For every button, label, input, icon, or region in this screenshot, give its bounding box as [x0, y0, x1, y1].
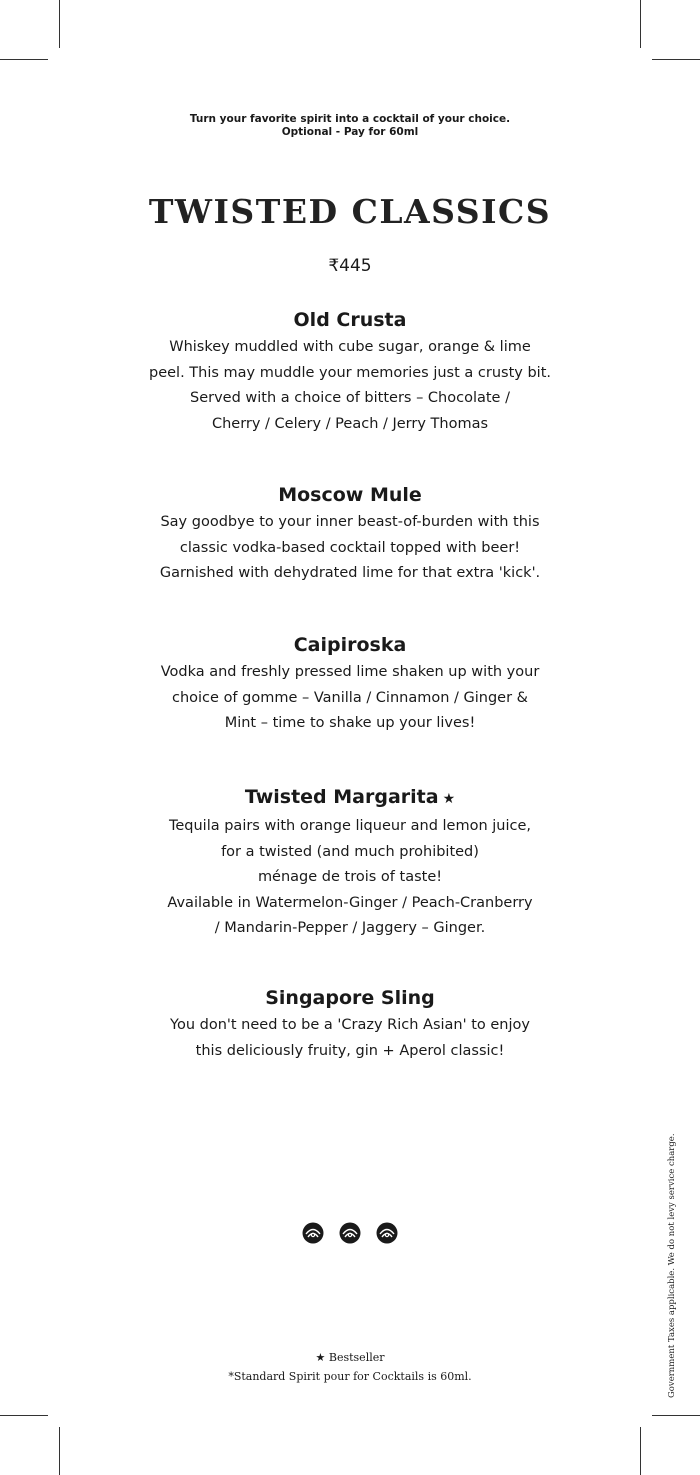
description-line: Available in Watermelon-Ginger / Peach-Cranberry — [167, 894, 533, 911]
bestseller-label: Bestseller — [328, 1351, 385, 1364]
menu-item — [100, 784, 600, 942]
rose-logo-icon — [376, 1222, 398, 1244]
crop-mark — [59, 1427, 60, 1475]
description-line: peel. This may muddle your memories just a crusty bit. — [149, 364, 551, 381]
menu-item — [100, 985, 600, 1064]
description-line: for a twisted (and much prohibited) — [221, 843, 479, 860]
crop-mark — [640, 1427, 641, 1475]
menu-item-description — [100, 814, 600, 942]
crop-mark — [640, 0, 641, 48]
menu-item-description — [100, 660, 600, 737]
section-price: ₹445 — [328, 256, 372, 276]
bestseller-legend — [0, 1348, 700, 1367]
description-line: this deliciously fruity, gin + Aperol classic! — [195, 1042, 505, 1059]
intro-line: Optional - Pay for 60ml — [281, 126, 419, 138]
crop-mark — [0, 1415, 48, 1416]
menu-item — [100, 632, 600, 737]
menu-item-name: Old Crusta — [293, 309, 407, 331]
description-line: Tequila pairs with orange liqueur and lemon juice, — [168, 818, 532, 834]
tax-note: Government Taxes applicable. We do not levy service charge. — [667, 1133, 677, 1398]
crop-mark — [0, 59, 48, 60]
menu-item-description — [100, 510, 600, 587]
bestseller-star-icon: ★ — [442, 791, 456, 807]
description-line: Cherry / Celery / Peach / Jerry Thomas — [211, 415, 489, 432]
menu-item-name: Singapore Sling — [265, 987, 435, 1009]
section-title: TWISTED CLASSICS — [148, 192, 552, 231]
crop-mark — [59, 0, 60, 48]
description-line: You don't need to be a 'Crazy Rich Asian' to enjoy — [170, 1017, 530, 1033]
intro-line: Turn your favorite spirit into a cocktail of your choice. — [189, 113, 511, 125]
pour-note: *Standard Spirit pour for Cocktails is 60ml. — [228, 1370, 472, 1383]
description-line: Whiskey muddled with cube sugar, orange & lime — [169, 339, 531, 355]
brand-logos — [0, 1222, 700, 1248]
description-line: ménage de trois of taste! — [257, 869, 443, 885]
crop-mark — [652, 59, 700, 60]
menu-item-name-row — [100, 784, 600, 812]
menu-item-name: Twisted Margarita — [244, 786, 439, 808]
description-line: Mint – time to shake up your lives! — [224, 715, 476, 731]
crop-mark — [652, 1415, 700, 1416]
description-line: Say goodbye to your inner beast-of-burden with this — [160, 514, 540, 530]
menu-item — [100, 307, 600, 437]
footer-legend — [0, 1348, 700, 1386]
rose-logo-icon — [339, 1222, 361, 1244]
rose-logo-icon — [302, 1222, 324, 1244]
menu-item-name: Caipiroska — [293, 634, 407, 656]
star-icon: ★ — [315, 1351, 326, 1364]
description-line: Vodka and freshly pressed lime shaken up with your — [160, 664, 540, 680]
menu-item-name: Moscow Mule — [278, 484, 422, 506]
description-line: Garnished with dehydrated lime for that extra 'kick'. — [159, 565, 541, 581]
description-line: / Mandarin-Pepper / Jaggery – Ginger. — [214, 920, 486, 936]
menu-item — [100, 482, 600, 587]
description-line: choice of gomme – Vanilla / Cinnamon / Ginger & — [172, 689, 528, 706]
intro-note — [0, 113, 700, 139]
description-line: classic vodka-based cocktail topped with beer! — [179, 539, 521, 556]
menu-item-description — [100, 1013, 600, 1064]
description-line: Served with a choice of bitters – Chocolate / — [190, 390, 510, 406]
menu-item-description — [100, 335, 600, 437]
